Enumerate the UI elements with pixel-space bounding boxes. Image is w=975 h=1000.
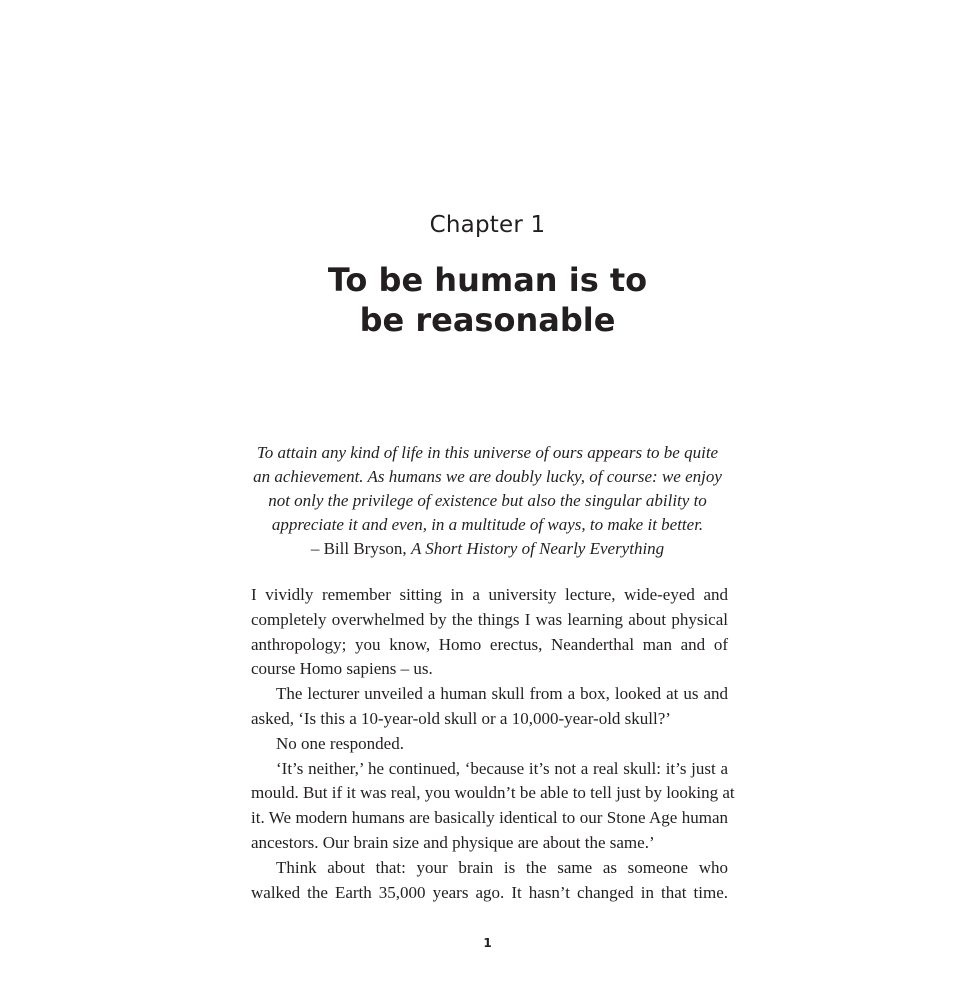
body-line: it. We modern humans are basically identical to our Stone Age human [251,808,728,828]
chapter-label: Chapter 1 [429,212,546,238]
body-line: anthropology; you know, Homo erectus, Neanderthal man and of [251,634,728,654]
body-line: The lecturer unveiled a human skull from a box, looked at us and [276,684,728,704]
body-line: ‘It’s neither,’ he continued, ‘because it’s not a real skull: it’s just a [276,758,728,778]
body-line: mould. But if it was real, you wouldn’t be able to tell just by looking at [251,783,735,803]
epigraph-line: not only the privilege of existence but also the singular ability to [268,491,707,510]
body-line: course Homo sapiens – us. [251,659,433,679]
epigraph-line: an achievement. As humans we are doubly lucky, of course: we enjoy [253,467,722,486]
body-line: ancestors. Our brain size and physique are about the same.’ [251,832,655,852]
epigraph-attribution [245,537,730,561]
body-line: completely overwhelmed by the things I was learning about physical [251,609,728,629]
body-text [251,583,735,905]
epigraph [245,441,730,561]
attribution-book: A Short History of Nearly Everything [410,539,665,558]
body-line: asked, ‘Is this a 10-year-old skull or a 10,000-year-old skull?’ [251,708,671,728]
epigraph-line: appreciate it and even, in a multitude of ways, to make it better. [271,515,704,534]
epigraph-line: To attain any kind of life in this universe of ours appears to be quite [256,443,719,462]
chapter-title-line: be reasonable [359,301,616,339]
body-line: No one responded. [276,733,404,753]
chapter-title-line: To be human is to [327,261,648,299]
attribution-author: – Bill Bryson, [310,539,411,558]
body-line: I vividly remember sitting in a university lecture, wide-eyed and [251,585,728,604]
chapter-title [0,260,975,340]
body-line: Think about that: your brain is the same as someone who [276,857,728,877]
page-number: 1 [483,936,492,950]
body-line: walked the Earth 35,000 years ago. It hasn’t changed in that time. [251,882,728,902]
